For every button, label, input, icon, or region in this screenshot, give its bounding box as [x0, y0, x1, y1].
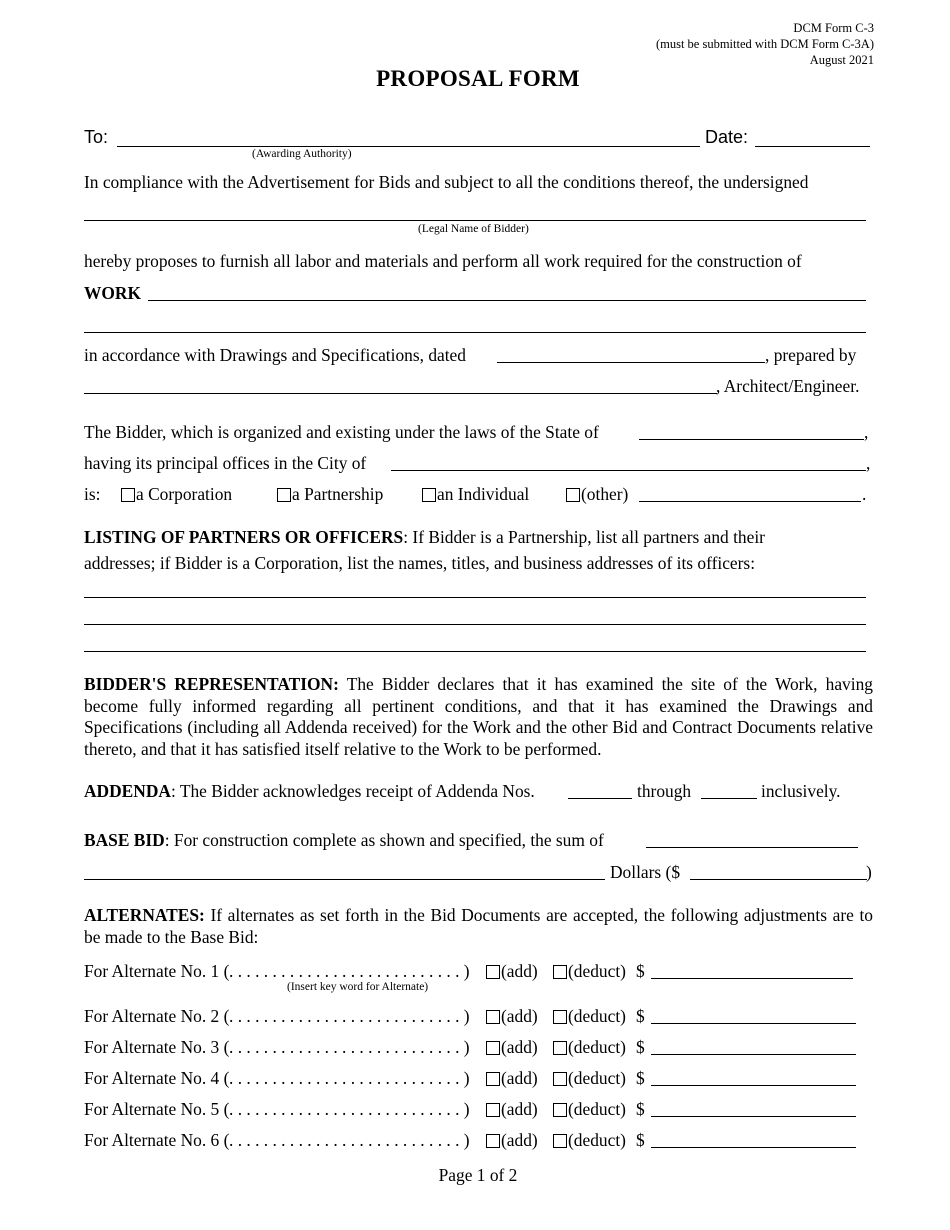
alternate-label: For Alternate No. 3 ( — [84, 1037, 230, 1057]
alternate-deduct-option-2[interactable] — [553, 1006, 626, 1026]
work-label: WORK — [84, 283, 142, 303]
currency-symbol: $ — [636, 1006, 645, 1026]
to-label: To: — [84, 127, 109, 147]
alternate-amount-field-5[interactable] — [651, 1116, 856, 1117]
work-field-2[interactable] — [84, 332, 866, 333]
deduct-checkbox[interactable] — [553, 1072, 567, 1086]
alternate-row-label-2 — [84, 1006, 229, 1026]
alternate-add-option-2[interactable] — [486, 1006, 538, 1026]
drawings-text: in accordance with Drawings and Specifications, dated — [84, 345, 466, 365]
awarding-authority-caption: (Awarding Authority) — [252, 148, 352, 160]
listing-field-2[interactable] — [84, 624, 866, 625]
add-checkbox[interactable] — [486, 1103, 500, 1117]
currency-symbol: $ — [636, 1130, 645, 1150]
legal-name-caption: (Legal Name of Bidder) — [418, 223, 529, 235]
representation-heading: BIDDER'S REPRESENTATION: — [84, 674, 339, 694]
base-bid-amount-field[interactable] — [690, 879, 867, 880]
alternate-dots: . . . . . . . . . . . . . . . . . . . . . . . . . . . ) — [229, 1130, 470, 1150]
alternate-add-option-3[interactable] — [486, 1037, 538, 1057]
currency-symbol: $ — [636, 1037, 645, 1057]
alternate-row-label-6 — [84, 1130, 229, 1150]
alternate-dots: . . . . . . . . . . . . . . . . . . . . . . . . . . . ) — [229, 1068, 470, 1088]
alternate-deduct-option-3[interactable] — [553, 1037, 626, 1057]
city-text: having its principal offices in the City of — [84, 453, 367, 473]
other-label: (other) — [581, 484, 629, 504]
add-label: (add) — [501, 1006, 538, 1026]
alternate-add-option-6[interactable] — [486, 1130, 538, 1150]
comma-1: , — [864, 422, 869, 442]
work-field-1[interactable] — [148, 300, 866, 301]
add-checkbox[interactable] — [486, 1072, 500, 1086]
alternate-currency-4 — [636, 1068, 645, 1088]
addenda-to-field[interactable] — [701, 798, 757, 799]
currency-symbol: $ — [636, 961, 645, 981]
dollars-label: Dollars ($ — [610, 862, 681, 882]
listing-heading: LISTING OF PARTNERS OR OFFICERS — [84, 527, 404, 547]
drawings-date-field[interactable] — [497, 362, 765, 363]
architect-text: , Architect/Engineer. — [716, 376, 860, 396]
alternate-deduct-option-1[interactable] — [553, 961, 626, 981]
alternate-label: For Alternate No. 2 ( — [84, 1006, 230, 1026]
other-field[interactable] — [639, 501, 861, 502]
alternate-currency-3 — [636, 1037, 645, 1057]
alternate-deduct-option-5[interactable] — [553, 1099, 626, 1119]
alternate-dots: . . . . . . . . . . . . . . . . . . . . . . . . . . . ) — [229, 961, 470, 981]
alternate-dots: . . . . . . . . . . . . . . . . . . . . . . . . . . . ) — [229, 1037, 470, 1057]
base-bid-line — [84, 830, 604, 850]
add-label: (add) — [501, 961, 538, 981]
alternate-amount-field-3[interactable] — [651, 1054, 856, 1055]
addenda-inclusively: inclusively. — [761, 781, 841, 801]
alternate-currency-2 — [636, 1006, 645, 1026]
listing-line-1 — [84, 527, 765, 547]
alternate-add-option-5[interactable] — [486, 1099, 538, 1119]
alternate-amount-field-4[interactable] — [651, 1085, 856, 1086]
submit-note: (must be submitted with DCM Form C-3A) — [655, 37, 874, 51]
add-label: (add) — [501, 1068, 538, 1088]
alternate-amount-field-6[interactable] — [651, 1147, 856, 1148]
awarding-authority-field[interactable] — [117, 146, 700, 147]
add-checkbox[interactable] — [486, 965, 500, 979]
representation-text: The Bidder declares that it has examined the site of the Work, having become fully informed regarding all pertinent conditions, and that it has examined the Drawings and Specifications (including all Addenda received) for the Work and the other Bid and Contract Documents relative thereto, and that it has satisfied itself relative to the Work to be performed. — [84, 674, 873, 759]
proposes-text: hereby proposes to furnish all labor and materials and perform all work required for the construction of — [84, 251, 802, 271]
alternate-keyword-field-4[interactable] — [229, 1068, 470, 1088]
alternate-keyword-field-6[interactable] — [229, 1130, 470, 1150]
base-bid-heading: BASE BID — [84, 830, 165, 850]
deduct-checkbox[interactable] — [553, 1041, 567, 1055]
deduct-label: (deduct) — [568, 1068, 626, 1088]
option-other[interactable] — [566, 484, 628, 504]
alternate-dots: . . . . . . . . . . . . . . . . . . . . . . . . . . . ) — [229, 1099, 470, 1119]
option-partnership[interactable] — [277, 484, 383, 504]
deduct-checkbox[interactable] — [553, 965, 567, 979]
addenda-heading: ADDENDA — [84, 781, 171, 801]
option-individual[interactable] — [422, 484, 529, 504]
addenda-from-field[interactable] — [568, 798, 632, 799]
add-label: (add) — [501, 1130, 538, 1150]
base-bid-amount-words-field-2[interactable] — [84, 879, 605, 880]
form-id: DCM Form C-3 — [793, 21, 874, 35]
base-bid-amount-words-field-1[interactable] — [646, 847, 858, 848]
alternate-currency-1 — [636, 961, 645, 981]
addenda-text: : The Bidder acknowledges receipt of Addenda Nos. — [170, 781, 535, 801]
alternate-add-option-1[interactable] — [486, 961, 538, 981]
page-title: PROPOSAL FORM — [376, 66, 580, 91]
alternate-row-label-4 — [84, 1068, 229, 1088]
comma-2: , — [866, 453, 871, 473]
alternate-row-label-5 — [84, 1099, 229, 1119]
deduct-label: (deduct) — [568, 1006, 626, 1026]
alternate-deduct-option-4[interactable] — [553, 1068, 626, 1088]
listing-text-2: addresses; if Bidder is a Corporation, list the names, titles, and business addresses of its officers: — [84, 553, 756, 573]
other-checkbox[interactable] — [566, 488, 580, 502]
deduct-label: (deduct) — [568, 1099, 626, 1119]
alternate-keyword-field-2[interactable] — [229, 1006, 470, 1026]
partnership-label: a Partnership — [292, 484, 384, 504]
period-1: . — [862, 484, 867, 504]
add-checkbox[interactable] — [486, 1134, 500, 1148]
alternate-row-label-3 — [84, 1037, 229, 1057]
add-label: (add) — [501, 1037, 538, 1057]
listing-field-3[interactable] — [84, 651, 866, 652]
prepared-by-text: , prepared by — [765, 345, 857, 365]
listing-text-1: : If Bidder is a Partnership, list all partners and their — [403, 527, 765, 547]
addenda-line — [84, 781, 535, 801]
architect-field[interactable] — [84, 393, 717, 394]
alternate-row-label-1 — [84, 961, 229, 981]
deduct-label: (deduct) — [568, 1130, 626, 1150]
deduct-checkbox[interactable] — [553, 1134, 567, 1148]
close-paren: ) — [866, 862, 872, 882]
currency-symbol: $ — [636, 1099, 645, 1119]
date-label: Date: — [705, 127, 749, 147]
alternate-amount-field-1[interactable] — [651, 978, 853, 979]
alternates-paragraph — [84, 905, 873, 948]
deduct-label: (deduct) — [568, 961, 626, 981]
alternate-dots: . . . . . . . . . . . . . . . . . . . . . . . . . . . ) — [229, 1006, 470, 1026]
alternate-amount-field-2[interactable] — [651, 1023, 856, 1024]
alternate-label: For Alternate No. 6 ( — [84, 1130, 230, 1150]
add-checkbox[interactable] — [486, 1041, 500, 1055]
alternate-add-option-4[interactable] — [486, 1068, 538, 1088]
addenda-through: through — [637, 781, 692, 801]
alternate-caption: (Insert key word for Alternate) — [287, 981, 429, 993]
deduct-checkbox[interactable] — [553, 1103, 567, 1117]
alternate-currency-6 — [636, 1130, 645, 1150]
add-checkbox[interactable] — [486, 1010, 500, 1024]
deduct-label: (deduct) — [568, 1037, 626, 1057]
alternate-currency-5 — [636, 1099, 645, 1119]
alternate-label: For Alternate No. 5 ( — [84, 1099, 230, 1119]
alternate-keyword-field-5[interactable] — [229, 1099, 470, 1119]
form-date: August 2021 — [809, 53, 874, 67]
listing-field-1[interactable] — [84, 597, 866, 598]
representation-paragraph — [84, 674, 873, 760]
individual-checkbox[interactable] — [422, 488, 436, 502]
add-label: (add) — [501, 1099, 538, 1119]
corporation-label: a Corporation — [136, 484, 233, 504]
corporation-checkbox[interactable] — [121, 488, 135, 502]
alternate-deduct-option-6[interactable] — [553, 1130, 626, 1150]
alternate-keyword-field-3[interactable] — [229, 1037, 470, 1057]
base-bid-text: : For construction complete as shown and specified, the sum of — [164, 830, 604, 850]
state-field[interactable] — [639, 439, 864, 440]
alternate-label: For Alternate No. 4 ( — [84, 1068, 230, 1088]
alternate-label: For Alternate No. 1 ( — [84, 961, 230, 981]
form-header — [656, 20, 874, 68]
deduct-checkbox[interactable] — [553, 1010, 567, 1024]
alternates-heading: ALTERNATES: — [84, 905, 205, 925]
legal-name-field[interactable] — [84, 220, 866, 221]
compliance-text: In compliance with the Advertisement for Bids and subject to all the conditions thereof, the undersigned — [84, 172, 809, 192]
alternate-keyword-field-1[interactable] — [229, 961, 470, 981]
is-label: is: — [84, 484, 101, 504]
page-number: Page 1 of 2 — [438, 1165, 518, 1185]
date-field[interactable] — [755, 146, 870, 147]
city-field[interactable] — [391, 470, 866, 471]
currency-symbol: $ — [636, 1068, 645, 1088]
option-corporation[interactable] — [121, 484, 232, 504]
alternates-text: If alternates as set forth in the Bid Documents are accepted, the following adjustments are to be made to the Base Bid: — [84, 905, 873, 947]
partnership-checkbox[interactable] — [277, 488, 291, 502]
bidder-state-text: The Bidder, which is organized and existing under the laws of the State of — [84, 422, 599, 442]
individual-label: an Individual — [437, 484, 530, 504]
